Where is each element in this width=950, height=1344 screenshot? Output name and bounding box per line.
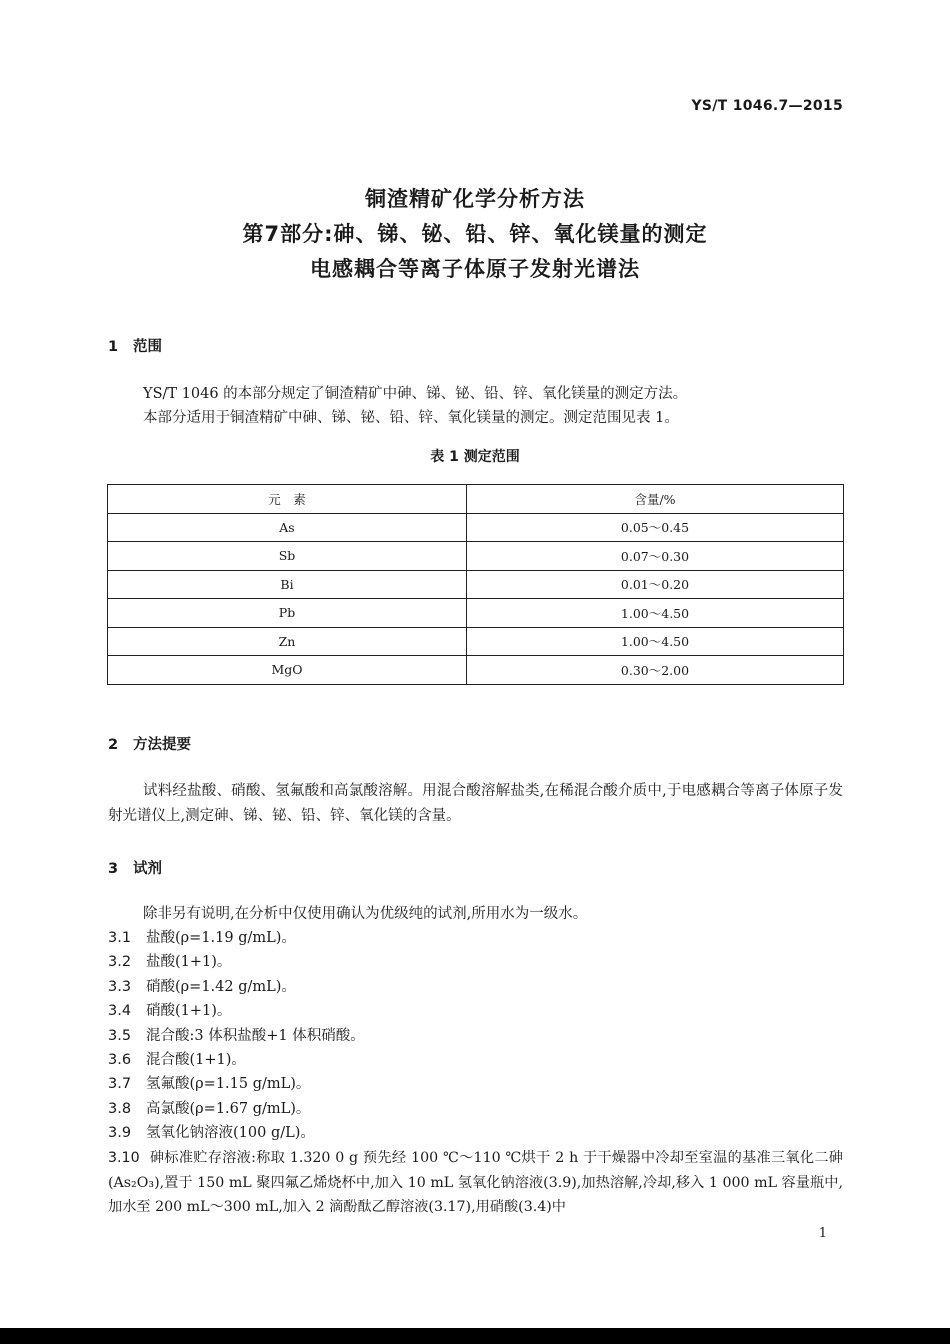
item-text: 砷标准贮存溶液:称取 1.320 0 g 预先经 100 ℃～110 ℃烘干 2 h 于干燥器中冷却至室温的基准三氧化二砷(As₂O₃),置于 150 mL 聚四氟乙烯烧杯中,加入 10 mL 氢氧化钠溶液(3.9),加热溶解,冷却,移入 1 000 mL 容量瓶中,加水至 200 mL～300 mL,加入 2 滴酚酞乙醇溶液(3.17),用硝酸(3.4)中 — [108, 1150, 843, 1216]
item-number: 3.1 — [108, 930, 132, 946]
range-cell: 0.01～0.20 — [467, 570, 844, 599]
reagent-3-10-paragraph — [108, 1146, 843, 1220]
document-title-line2: 第7部分:砷、锑、铋、铅、锌、氧化镁量的测定 — [242, 222, 708, 246]
table-row — [108, 513, 844, 542]
scope-paragraph-2: 本部分适用于铜渣精矿中砷、锑、铋、铅、锌、氧化镁量的测定。测定范围见表 1。 — [143, 410, 679, 426]
list-item — [108, 926, 843, 950]
element-cell: Pb — [108, 599, 467, 628]
list-item — [108, 1024, 843, 1048]
section-title: 范围 — [133, 339, 162, 355]
element-cell: MgO — [108, 656, 467, 685]
list-item — [108, 1097, 843, 1121]
item-number: 3.2 — [108, 954, 132, 971]
table-row — [108, 599, 844, 628]
element-cell: As — [108, 513, 467, 542]
range-cell: 0.07～0.30 — [467, 542, 844, 571]
item-number: 3.7 — [108, 1076, 132, 1093]
element-cell: Zn — [108, 627, 467, 656]
item-text: 高氯酸(ρ=1.67 g/mL)。 — [146, 1100, 311, 1117]
item-number: 3.4 — [108, 1003, 132, 1020]
section-number: 3 — [108, 861, 119, 877]
list-item — [108, 1072, 843, 1096]
item-text: 混合酸:3 体积盐酸+1 体积硝酸。 — [146, 1027, 365, 1044]
item-text: 混合酸(1+1)。 — [146, 1051, 246, 1068]
section-number: 2 — [108, 737, 119, 753]
item-number: 3.8 — [108, 1100, 132, 1117]
list-item — [108, 999, 843, 1023]
list-item — [108, 1121, 843, 1145]
item-number: 3.9 — [108, 1125, 132, 1142]
list-item — [108, 950, 843, 974]
table-row — [108, 656, 844, 685]
table-row — [108, 627, 844, 656]
item-text: 氢氟酸(ρ=1.15 g/mL)。 — [146, 1076, 311, 1093]
range-cell: 1.00～4.50 — [467, 599, 844, 628]
section-title: 方法提要 — [133, 737, 191, 753]
item-text: 硝酸(ρ=1.42 g/mL)。 — [146, 978, 296, 995]
item-number: 3.10 — [108, 1150, 140, 1166]
section-2-heading — [108, 733, 191, 754]
element-cell: Sb — [108, 542, 467, 571]
item-number: 3.3 — [108, 978, 132, 995]
method-summary-paragraph: 试料经盐酸、硝酸、氢氟酸和高氯酸溶解。用混合酸溶解盐类,在稀混合酸介质中,于电感耦合等离子体原子发射光谱仪上,测定砷、锑、铋、铅、锌、氧化镁的含量。 — [108, 783, 843, 824]
element-cell: Bi — [108, 570, 467, 599]
list-item — [108, 1048, 843, 1072]
range-table — [107, 484, 844, 685]
section-title: 试剂 — [133, 861, 162, 877]
item-number: 3.6 — [108, 1051, 132, 1068]
reagent-list — [108, 926, 843, 1146]
document-title-line1: 铜渣精矿化学分析方法 — [365, 187, 585, 211]
section-3-heading — [108, 857, 162, 878]
section-number: 1 — [108, 339, 119, 355]
item-text: 盐酸(ρ=1.19 g/mL)。 — [146, 930, 296, 946]
scan-border — [0, 1328, 950, 1344]
standard-number: YS/T 1046.7—2015 — [691, 98, 843, 114]
page-number: 1 — [818, 1226, 827, 1241]
item-text: 氢氧化钠溶液(100 g/L)。 — [146, 1125, 315, 1142]
item-number: 3.5 — [108, 1027, 132, 1044]
item-text: 盐酸(1+1)。 — [146, 954, 232, 971]
range-cell: 1.00～4.50 — [467, 627, 844, 656]
scope-paragraph-1: YS/T 1046 的本部分规定了铜渣精矿中砷、锑、铋、铅、锌、氧化镁量的测定方法。 — [143, 386, 688, 402]
range-cell: 0.05～0.45 — [467, 513, 844, 542]
item-text: 硝酸(1+1)。 — [146, 1003, 232, 1020]
table-row — [108, 542, 844, 571]
table-header-row — [108, 485, 844, 514]
range-cell: 0.30～2.00 — [467, 656, 844, 685]
section-1-heading — [108, 335, 162, 356]
table-caption: 表 1 测定范围 — [430, 449, 520, 465]
document-title-line3: 电感耦合等离子体原子发射光谱法 — [310, 257, 640, 281]
table-row — [108, 570, 844, 599]
table-header-element: 元 素 — [108, 485, 467, 514]
reagents-intro: 除非另有说明,在分析中仅使用确认为优级纯的试剂,所用水为一级水。 — [143, 906, 588, 922]
list-item — [108, 975, 843, 999]
table-header-content: 含量/% — [467, 485, 844, 514]
